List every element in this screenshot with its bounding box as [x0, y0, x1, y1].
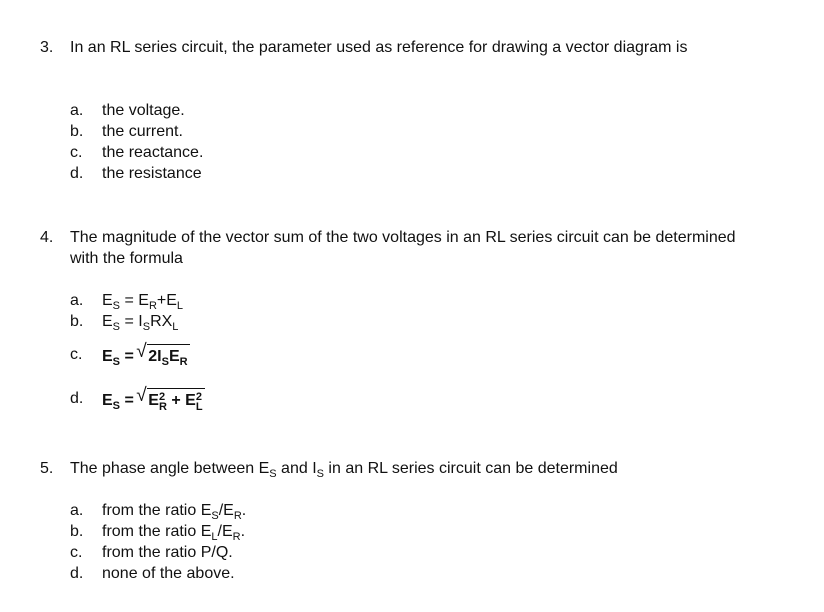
formula-c: $E_S$ = √ $2I_SE_R$	[102, 344, 190, 367]
option-letter: d.	[70, 165, 84, 182]
question-text: In an RL series circuit, the parameter used as reference for drawing a vector diagram is	[70, 39, 688, 56]
formula-b: $E_S = I_SRX_L$	[102, 313, 179, 333]
option-text: from the ratio P/Q.	[102, 544, 233, 561]
option-letter: c.	[70, 346, 83, 363]
option-letter: a.	[70, 502, 84, 519]
option-letter: c.	[70, 144, 83, 161]
question-number: 5.	[40, 460, 54, 477]
question-number: 4.	[40, 229, 54, 246]
formula-a: $E_S = E_R+E_L$	[102, 292, 184, 312]
option-text: the resistance	[102, 165, 202, 182]
option-letter: b.	[70, 523, 84, 540]
question-number: 3.	[40, 39, 54, 56]
option-letter: b.	[70, 313, 84, 330]
sqrt-symbol: √ E 2 R + E 2 L	[138, 388, 204, 412]
option-text: the reactance.	[102, 144, 204, 161]
question-text: The phase angle between $E_S$ and $I_S$ in an RL series circuit can be determined	[70, 460, 618, 480]
option-text: the current.	[102, 123, 183, 140]
option-letter: c.	[70, 544, 83, 561]
option-letter: d.	[70, 565, 84, 582]
option-text: from the ratio $E_L/E_R$.	[102, 523, 246, 543]
option-text: from the ratio $E_S/E_R$.	[102, 502, 247, 522]
option-letter: b.	[70, 123, 84, 140]
option-letter: a.	[70, 102, 84, 119]
sqrt-symbol: √ $2I_SE_R$	[138, 344, 189, 367]
formula-d: $E_S$ = √ E 2 R + E 2 L	[102, 388, 205, 412]
option-text: none of the above.	[102, 565, 235, 582]
option-letter: a.	[70, 292, 84, 309]
option-letter: d.	[70, 390, 84, 407]
option-text: the voltage.	[102, 102, 185, 119]
question-text: The magnitude of the vector sum of the two voltages in an RL series circuit can be determined with the formula	[70, 229, 736, 267]
